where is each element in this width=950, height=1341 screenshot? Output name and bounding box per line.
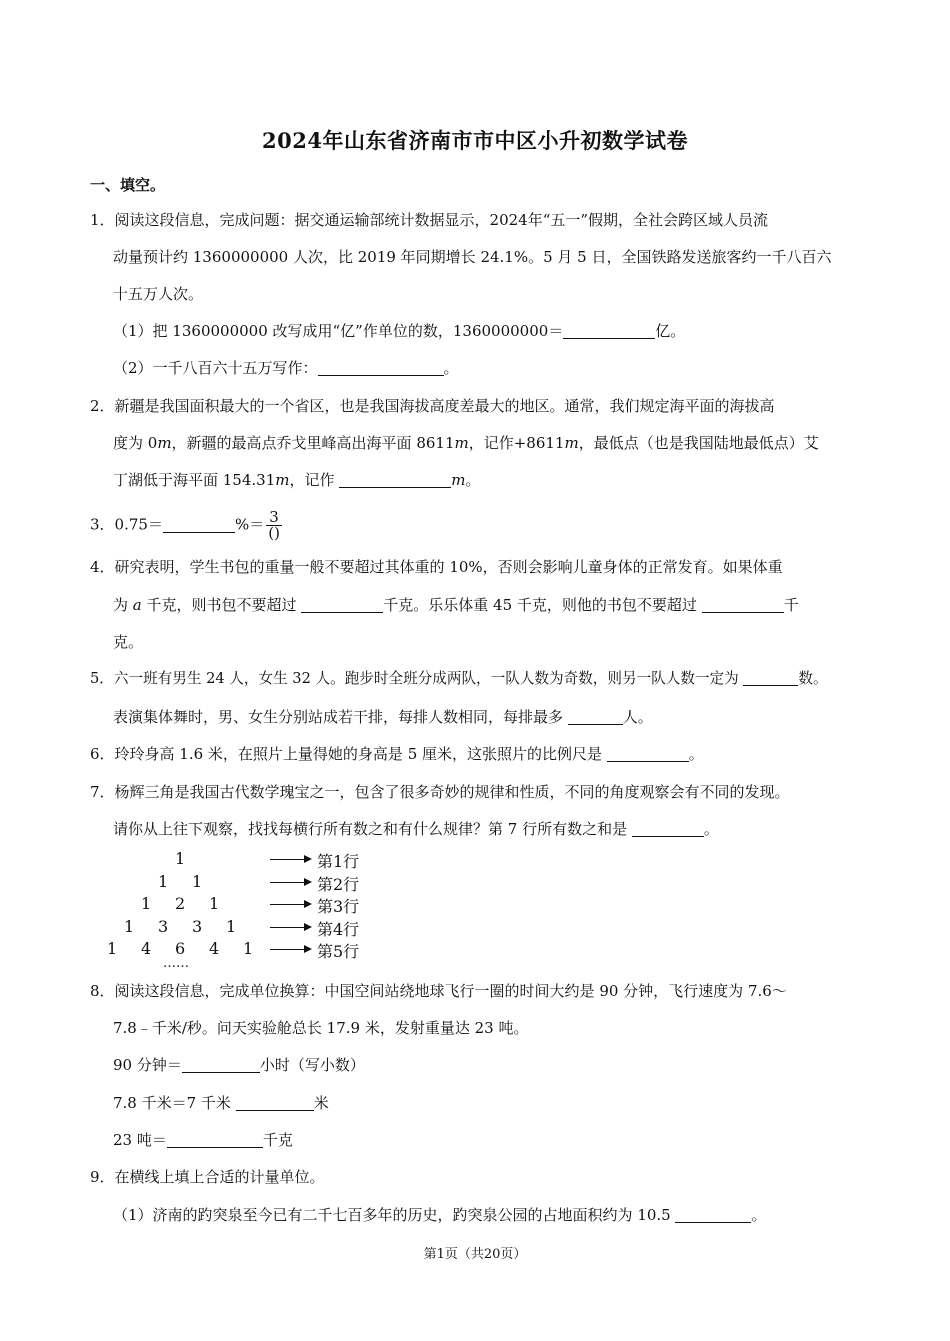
page-footer: 第1页（共20页）: [423, 1247, 527, 1262]
q5-line-1: [90, 669, 828, 689]
section-heading: 一、填空。: [90, 176, 166, 194]
arrow-right-icon: [270, 927, 310, 928]
triangle-number: 1: [209, 894, 220, 913]
q1-sub-1-text: （1）把 1360000000 改写成用“亿”作单位的数，1360000000＝: [113, 322, 564, 340]
triangle-number: 4: [141, 939, 152, 958]
triangle-number: 1: [175, 849, 186, 868]
q5-text-c: 表演集体舞时，男、女生分别站成若干排，每排人数相同，每排最多: [113, 708, 568, 726]
q1-line-3: 十五万人次。: [113, 285, 204, 303]
q4-answer-blank-1[interactable]: [301, 596, 383, 613]
q8-text-b1: 7.8 千米＝7 千米: [113, 1094, 236, 1112]
q1-sub-2: [113, 358, 459, 378]
q3-answer-blank[interactable]: [163, 516, 235, 533]
q7-answer-blank[interactable]: [632, 820, 704, 837]
q6-line: [90, 744, 704, 764]
q4-text-c: 千克。乐乐体重 45 千克，则他的书包不要超过: [383, 596, 702, 614]
page-title: 2024年山东省济南市市中区小升初数学试卷: [262, 128, 688, 153]
q2-text-a: 度为 0: [113, 434, 158, 452]
q3-text-a: 3．0.75＝: [90, 515, 163, 534]
triangle-number: 3: [192, 916, 203, 936]
unit-m: m: [157, 434, 172, 452]
triangle-row-label: 第2行: [317, 874, 360, 894]
q1-line-1: 1．阅读这段信息，完成问题：据交通运输部统计数据显示，2024年“五一”假期，全社会跨区域人员流: [90, 211, 769, 229]
q2-line-1: 2．新疆是我国面积最大的一个省区，也是我国海拔高度差最大的地区。通常，我们规定海平面的海拔高: [90, 397, 775, 415]
triangle-row-label: 第3行: [317, 897, 360, 916]
triangle-row-label: 第4行: [317, 919, 360, 939]
q9-text-a: （1）济南的趵突泉至今已有二千七百多年的历史，趵突泉公园的占地面积约为 10.5: [113, 1206, 676, 1224]
q7-line-2: [113, 819, 719, 839]
unit-m: m: [275, 471, 290, 489]
arrow-right-icon: [270, 859, 310, 860]
q6-text-b: 。: [688, 745, 704, 763]
q1-sub-1: [113, 321, 685, 341]
q8-text-a2: 小时（写小数）: [259, 1056, 365, 1074]
q7-line-1: 7．杨辉三角是我国古代数学瑰宝之一，包含了很多奇妙的规律和性质，不同的角度观察会有不同的发现。: [90, 783, 790, 801]
q4-line-2: [113, 595, 799, 615]
q8-conv-3: [113, 1130, 293, 1150]
q5-text-d: 人。: [622, 708, 653, 726]
q2-answer-blank[interactable]: [339, 471, 451, 488]
q1-answer-blank-2[interactable]: [318, 359, 444, 376]
q5-text-b: 数。: [798, 670, 828, 687]
q2-text-g: 。: [465, 471, 481, 489]
q2-text-f: ，记作: [289, 471, 340, 489]
q1-sub-1-unit: 亿。: [655, 322, 686, 340]
q2-text-c: ，记作+8611: [468, 434, 565, 452]
q1-answer-blank-1[interactable]: [563, 322, 655, 339]
triangle-number: 1: [226, 916, 237, 936]
triangle-row-label: 第1行: [317, 852, 360, 871]
unit-m: m: [451, 471, 466, 489]
triangle-row-label: 第5行: [317, 942, 360, 961]
q1-line-2: 动量预计约 1360000000 人次，比 2019 年同期增长 24.1%。5 月 5 日，全国铁路发送旅客约一千八百六: [113, 248, 832, 266]
triangle-number: 4: [209, 939, 220, 958]
q6-text-a: 6．玲玲身高 1.6 米，在照片上量得她的身高是 5 厘米，这张照片的比例尺是: [90, 745, 607, 763]
unit-m: m: [454, 434, 469, 452]
q7-text-a: 请你从上往下观察，找找每横行所有数之和有什么规律？第 7 行所有数之和是: [113, 820, 632, 838]
triangle-ellipsis: ……: [163, 955, 189, 971]
q4-line-3: 克。: [113, 633, 144, 651]
q4-text-a: 为: [113, 596, 133, 614]
triangle-number: 1: [192, 871, 203, 891]
q8-text-b2: 米: [313, 1094, 329, 1112]
q7-text-b: 。: [703, 820, 719, 838]
arrow-right-icon: [270, 904, 310, 905]
q8-line-2: 7.8﹣千米/秒。问天实验舱总长 17.9 米，发射重量达 23 吨。: [113, 1019, 529, 1037]
q4-text-b: 千克，则书包不要超过: [141, 596, 302, 614]
q1-sub-2-end: 。: [443, 359, 459, 377]
q4-line-1: 4．研究表明，学生书包的重量一般不要超过其体重的 10%，否则会影响儿童身体的正常发育。如果体重: [90, 558, 783, 576]
q2-text-d: ，最低点（也是我国陆地最低点）艾: [578, 434, 819, 452]
q9-text-b: 。: [751, 1206, 767, 1224]
q3-line: [90, 510, 282, 541]
q8-text-c1: 23 吨＝: [113, 1131, 167, 1149]
q5-answer-blank-2[interactable]: [568, 708, 623, 725]
q5-line-2: [113, 707, 653, 727]
triangle-number: 3: [158, 916, 169, 936]
q5-answer-blank-1[interactable]: [743, 669, 798, 686]
q2-text-b: ，新疆的最高点乔戈里峰高出海平面 8611: [171, 434, 455, 452]
q1-sub-2-text: （2）一千八百六十五万写作：: [113, 359, 318, 377]
q9-sub-1: [113, 1205, 767, 1225]
q8-line-1: 8．阅读这段信息，完成单位换算：中国空间站绕地球飞行一圈的时间大约是 90 分钟，飞行速度为 7.6～: [90, 982, 787, 1000]
q8-answer-blank-2[interactable]: [236, 1094, 314, 1111]
triangle-number: 1: [124, 916, 135, 936]
q9-answer-blank[interactable]: [675, 1206, 751, 1223]
q3-text-b: %＝: [234, 515, 265, 534]
q2-text-e: 丁湖低于海平面 154.31: [113, 471, 276, 489]
triangle-number: 1: [243, 939, 254, 958]
triangle-number: 6: [175, 939, 186, 958]
q8-answer-blank-3[interactable]: [167, 1131, 263, 1148]
arrow-right-icon: [270, 882, 310, 883]
fraction-numerator: 3: [266, 510, 282, 526]
q4-text-d: 千: [783, 596, 799, 614]
triangle-number: 1: [141, 894, 152, 913]
q4-answer-blank-2[interactable]: [702, 596, 784, 613]
q8-text-a1: 90 分钟＝: [113, 1056, 182, 1074]
q8-answer-blank-1[interactable]: [182, 1056, 260, 1073]
q8-text-c2: 千克: [262, 1131, 293, 1149]
triangle-number: 2: [175, 894, 186, 913]
q2-line-3: [113, 470, 481, 490]
triangle-number: 1: [158, 871, 169, 891]
arrow-right-icon: [270, 949, 310, 950]
variable-a: a: [132, 596, 142, 614]
q3-fraction: [266, 510, 282, 541]
q2-line-2: [113, 433, 819, 453]
triangle-number: 1: [107, 939, 118, 958]
q9-line-1: 9．在横线上填上合适的计量单位。: [90, 1168, 325, 1186]
q5-text-a: 5．六一班有男生 24 人，女生 32 人。跑步时全班分成两队，一队人数为奇数，则另一队人数一定为: [90, 670, 744, 687]
q8-conv-1: [113, 1055, 365, 1075]
q6-answer-blank[interactable]: [607, 745, 689, 762]
unit-m: m: [564, 434, 579, 452]
q8-conv-2: [113, 1093, 329, 1113]
fraction-denominator[interactable]: (): [268, 524, 280, 542]
